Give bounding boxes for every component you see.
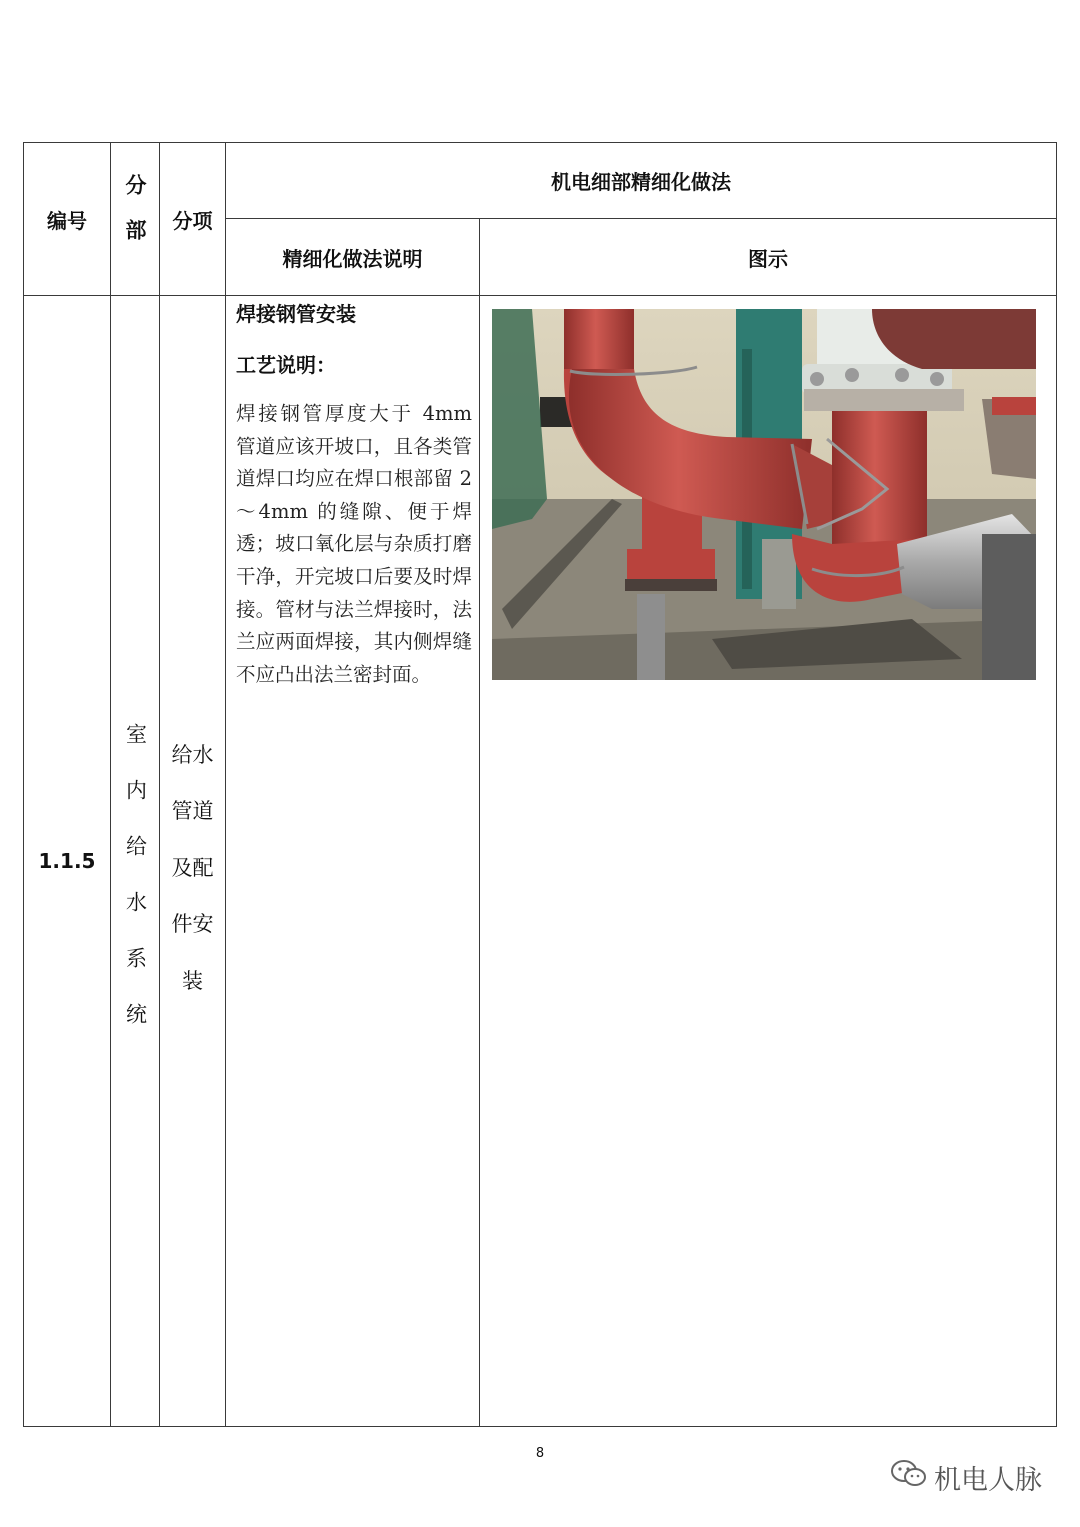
description-body: 焊接钢管厚度大于 4mm 管道应该开坡口，且各类管道焊口均应在焊口根部留 2～4mm 的缝隙、便于焊透；坡口氧化层与杂质打磨干净，开完坡口后要及时焊接。管材与法兰焊接时，法兰应两面焊接，其内侧焊缝不应凸出法兰密封面。: [236, 402, 472, 686]
welded-pipe-photo: [492, 309, 1036, 680]
row-item-line: 装: [182, 968, 203, 993]
row-item: [160, 296, 225, 1426]
header-group-title: 机电细部精细化做法: [551, 170, 731, 194]
header-group: [226, 143, 1056, 218]
header-item-label: 分项: [172, 208, 213, 233]
header-id: [24, 143, 110, 295]
header-figure-label: 图示: [748, 246, 788, 271]
row-division-value: 室内给水系统: [123, 723, 148, 1059]
row-item-text: [172, 727, 214, 1010]
wechat-icon: [890, 1459, 928, 1496]
header-id-label: 编号: [47, 208, 87, 233]
header-description-label: 精细化做法说明: [282, 246, 423, 271]
row-id: [24, 296, 110, 1426]
header-division-label: 分部: [123, 174, 147, 264]
row-id-value: 1.1.5: [38, 849, 96, 873]
header-figure: [480, 219, 1056, 295]
row-item-line: 及配: [171, 855, 214, 880]
row-division: [111, 296, 159, 1426]
watermark: [890, 1458, 1042, 1497]
row-item-line: 管道: [171, 799, 214, 824]
page-number: 8: [535, 1446, 545, 1461]
welded-pipe-illustration: [492, 309, 1036, 680]
header-description: [226, 219, 479, 295]
header-division: [111, 143, 159, 295]
description-subtitle: 工艺说明：: [236, 353, 336, 377]
row-item-line: 给水: [171, 742, 214, 767]
row-item-line: 件安: [171, 912, 214, 937]
description-title: 焊接钢管安装: [236, 302, 356, 326]
watermark-text: 机电人脉: [934, 1465, 1042, 1496]
header-item: [160, 143, 225, 295]
